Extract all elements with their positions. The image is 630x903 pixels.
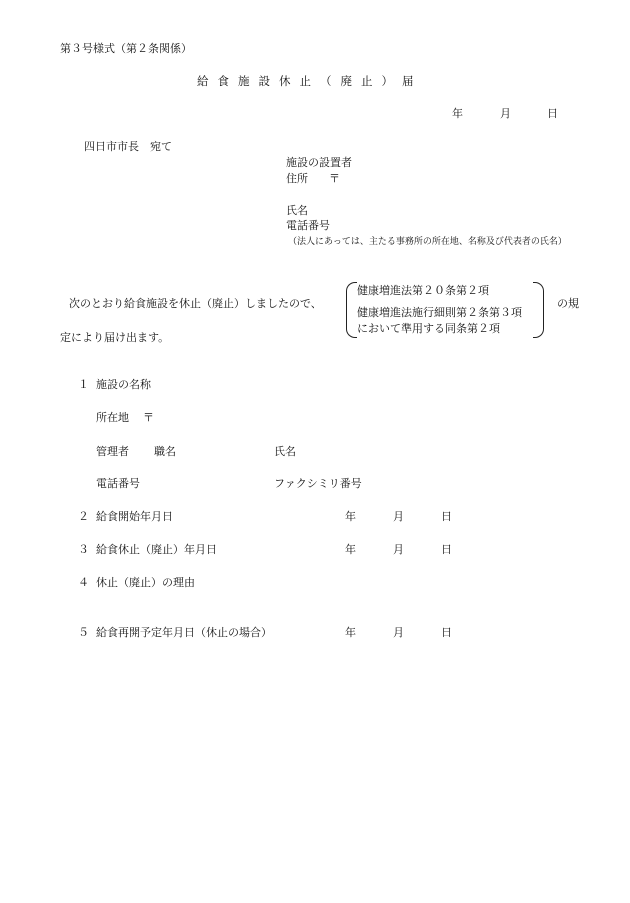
statement-after: の規 [557, 297, 579, 310]
item-1-manager-label: 管理者 [96, 445, 129, 458]
item-1-fax-label: ファクシミリ番号 [274, 477, 362, 490]
page-title: 給食施設休止（廃止）届 [197, 74, 423, 88]
item-4-label: 休止（廃止）の理由 [96, 576, 195, 589]
applicant-phone-label: 電話番号 [286, 219, 330, 232]
applicant-heading: 施設の設置者 [286, 156, 352, 169]
item-1-name-label: 氏名 [274, 445, 296, 458]
date-day: 日 [547, 107, 558, 120]
applicant-note: （法人にあっては、主たる事務所の所在地、名称及び代表者の氏名） [288, 237, 567, 247]
item-1-title-label: 職名 [154, 445, 176, 458]
addressee: 四日市市長 宛て [84, 140, 172, 153]
item-2-month: 月 [393, 510, 404, 523]
item-3-day: 日 [441, 543, 452, 556]
item-5-day: 日 [441, 626, 452, 639]
left-brace [346, 282, 357, 338]
statement-option-2-line-1: 健康増進法施行細則第２条第３項 [357, 306, 522, 319]
item-1-number: １ [78, 378, 89, 391]
item-3-year: 年 [345, 543, 356, 556]
statement-continuation: 定により届け出ます。 [60, 331, 170, 344]
item-1-location-label: 所在地 [96, 411, 129, 424]
statement-option-1: 健康増進法第２０条第２項 [357, 284, 489, 297]
item-5-year: 年 [345, 626, 356, 639]
item-4-number: ４ [78, 576, 89, 589]
date-year: 年 [452, 107, 463, 120]
item-2-number: ２ [78, 510, 89, 523]
applicant-address-label: 住所 [286, 172, 308, 185]
form-number: 第３号様式（第２条関係） [60, 42, 192, 55]
item-2-label: 給食開始年月日 [96, 510, 173, 523]
item-5-number: ５ [78, 626, 89, 639]
item-5-month: 月 [393, 626, 404, 639]
statement-before: 次のとおり給食施設を休止（廃止）しましたので、 [69, 297, 322, 310]
item-1-label: 施設の名称 [96, 378, 151, 391]
item-3-label: 給食休止（廃止）年月日 [96, 543, 217, 556]
item-2-day: 日 [441, 510, 452, 523]
item-2-year: 年 [345, 510, 356, 523]
applicant-postal-mark: 〒 [329, 172, 340, 185]
statement-option-2-line-2: において準用する同条第２項 [357, 322, 500, 335]
date-month: 月 [500, 107, 511, 120]
item-1-postal-mark: 〒 [143, 411, 154, 424]
item-3-month: 月 [393, 543, 404, 556]
item-1-phone-label: 電話番号 [96, 477, 140, 490]
applicant-name-label: 氏名 [286, 204, 308, 217]
item-3-number: ３ [78, 543, 89, 556]
right-brace [533, 282, 544, 338]
item-5-label: 給食再開予定年月日（休止の場合） [96, 626, 272, 639]
